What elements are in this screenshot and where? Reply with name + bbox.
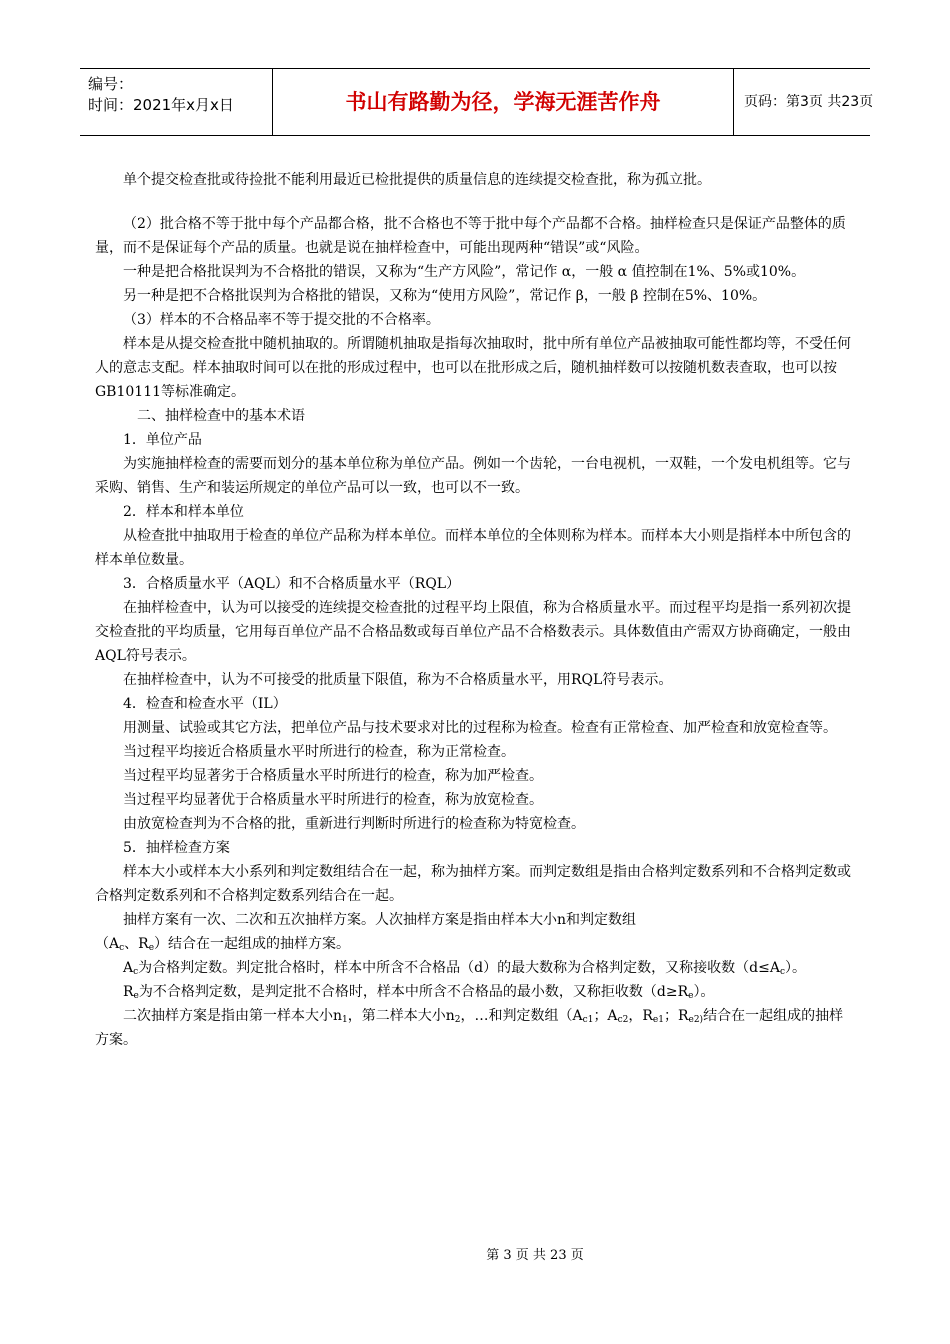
subsection-heading: 2．样本和样本单位 <box>123 504 244 520</box>
paragraph: 在抽样检查中，认为可以接受的连续提交检查批的过程平均上限值，称为合格质量水平。而过程平均是指一系列初次提交检查批的平均质量，它用每百单位产品不合格品数或每百单位产品不合格数表示。具体数值由产需双方协商确定，一般由AQL符号表示。 <box>95 600 851 664</box>
paragraph: 从检查批中抽取用于检查的单位产品称为样本单位。而样本单位的全体则称为样本。而样本大小则是指样本中所包含的样本单位数量。 <box>95 528 851 568</box>
paragraph: 为实施抽样检查的需要而划分的基本单位称为单位产品。例如一个齿轮，一台电视机，一双鞋，一个发电机组等。它与采购、销售、生产和装运所规定的单位产品可以一致，也可以不一致。 <box>95 456 851 496</box>
paragraph: （3）样本的不合格品率不等于提交批的不合格率。 <box>123 312 440 328</box>
header-meta <box>80 69 272 135</box>
subsection-heading: 5．抽样检查方案 <box>123 840 230 856</box>
paragraph: 用测量、试验或其它方法，把单位产品与技术要求对比的过程称为检查。检查有正常检查、加严检查和放宽检查等。 <box>123 720 837 736</box>
paragraph: 样本是从提交检查批中随机抽取的。所谓随机抽取是指每次抽取时，批中所有单位产品被抽取可能性都均等，不受任何人的意志支配。样本抽取时间可以在批的形成过程中，也可以在批形成之后，随机抽样数可以按随机数表查取，也可以按GB10111等标准确定。 <box>95 336 851 400</box>
paragraph: 当过程平均接近合格质量水平时所进行的检查，称为正常检查。 <box>123 744 515 760</box>
subsection-heading: 1．单位产品 <box>123 432 202 448</box>
document-date-label: 时间：2021年x月x日 <box>88 96 234 114</box>
paragraph: 单个提交检查批或待捡批不能利用最近已检批提供的质量信息的连续提交检查批，称为孤立批。 <box>123 172 711 188</box>
paragraph: （$A_c$、$R_e$）结合在一起组成的抽样方案。 <box>95 936 351 953</box>
paragraph: $A_c$为合格判定数。判定批合格时，样本中所含不合格品（d）的最大数称为合格判定数，又称接收数$(d\le A_c)$。 <box>123 960 806 977</box>
paragraph: 当过程平均显著优于合格质量水平时所进行的检查，称为放宽检查。 <box>123 792 543 808</box>
header-motto: 书山有路勤为径，学海无涯苦作舟 <box>272 69 734 135</box>
header-page-label: 页码：第3页 共23页 <box>744 94 874 110</box>
document-body <box>95 168 855 1052</box>
paragraph: 样本大小或样本大小系列和判定数组结合在一起，称为抽样方案。而判定数组是指由合格判定数系列和不合格判定数或合格判定数系列和不合格判定数系列结合在一起。 <box>95 864 851 904</box>
subsection-heading: 4．检查和检查水平（IL） <box>123 696 287 712</box>
paragraph: $R_e$为不合格判定数，是判定批不合格时，样本中所含不合格品的最小数，又称拒收数$(d\ge R_e)$。 <box>123 984 715 1001</box>
page-footer: 第 3 页 共 23 页 <box>486 1248 584 1263</box>
paragraph: 另一种是把不合格批误判为合格批的错误，又称为“使用方风险”，常记作 β，一般 β 控制在5%、10%。 <box>123 288 767 304</box>
document-number-label: 编号： <box>88 75 134 93</box>
paragraph: 由放宽检查判为不合格的批，重新进行判断时所进行的检查称为特宽检查。 <box>123 816 585 832</box>
subsection-heading: 3．合格质量水平（AQL）和不合格质量水平（RQL） <box>123 576 461 592</box>
page-header <box>80 68 874 136</box>
paragraph: 二次抽样方案是指由第一样本大小$n_1$，第二样本大小$n_2$，…和判定数组（$A_{c1}$；$A_{c2}$，$R_{e1}$；$R_{e2)}$结合在一起组成的抽样方案。 <box>95 1008 844 1048</box>
paragraph: 当过程平均显著劣于合格质量水平时所进行的检查，称为加严检查。 <box>123 768 543 784</box>
paragraph: （2）批合格不等于批中每个产品都合格，批不合格也不等于批中每个产品都不合格。抽样检查只是保证产品整体的质量，而不是保证每个产品的质量。也就是说在抽样检查中，可能出现两种“错误”或“风险。 <box>95 216 846 256</box>
paragraph: 抽样方案有一次、二次和五次抽样方案。人次抽样方案是指由样本大小n和判定数组 <box>123 912 637 928</box>
section-heading: 二、抽样检查中的基本术语 <box>137 408 305 424</box>
paragraph: 在抽样检查中，认为不可接受的批质量下限值，称为不合格质量水平，用RQL符号表示。 <box>123 672 673 688</box>
paragraph: 一种是把合格批误判为不合格批的错误，又称为“生产方风险”，常记作 α，一般 α 值控制在1%、5%或10%。 <box>123 264 806 280</box>
